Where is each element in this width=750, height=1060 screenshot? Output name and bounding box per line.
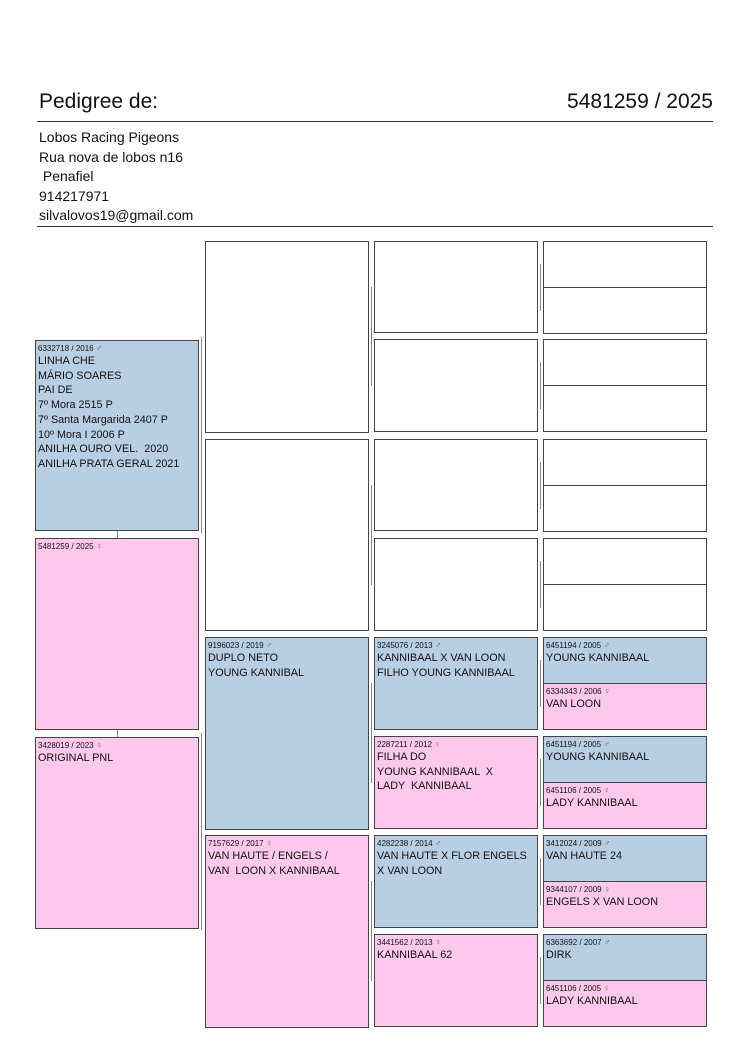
bird-card-dam-dam [205, 835, 369, 1028]
bird-info-line: PAI DE [38, 384, 73, 397]
connector [371, 485, 372, 585]
bird-info-line: ENGELS X VAN LOON [546, 896, 659, 908]
ring-number-text: 3441562 / 2013 [377, 938, 433, 947]
bird-info-line: VAN LOON X KANNIBAAL [208, 864, 340, 877]
female-symbol-icon: ♀ [95, 740, 103, 750]
bird-info-line: ANILHA OURO VEL. 2020 [38, 443, 169, 456]
connector [371, 683, 372, 783]
male-symbol-icon: ♂ [95, 343, 103, 353]
empty-card-col4-1 [543, 241, 707, 288]
ring-number-text: 5481259 / 2025 [38, 542, 94, 551]
owner-address: Rua nova de lobos n16 [39, 148, 183, 165]
male-symbol-icon: ♂ [603, 838, 611, 848]
header-divider [37, 121, 713, 122]
bird-info-line: VAN HAUTE / ENGELS / [208, 850, 328, 862]
empty-card-col4-7 [543, 538, 707, 585]
bird-info-line: YOUNG KANNIBAL [208, 666, 304, 679]
bird-card-gg-5 [543, 835, 707, 882]
connector [201, 733, 202, 930]
bird-info-line: DIRK [546, 949, 572, 961]
connector [117, 730, 118, 737]
bird-card-dam-sire-sire [374, 637, 538, 730]
bird-info-line: FILHA DO [377, 751, 427, 763]
bird-card-dam-sire [205, 637, 369, 830]
ring-number [208, 640, 366, 651]
ring-number-text: 4282238 / 2014 [377, 839, 433, 848]
empty-card-col4-8 [543, 584, 707, 631]
ring-number [546, 983, 704, 994]
connector [540, 264, 541, 311]
bird-info-line: 7º Santa Margarida 2407 P [38, 413, 168, 426]
bird-info-line: YOUNG KANNIBAAL [546, 652, 650, 664]
connector [540, 759, 541, 806]
owner-info [39, 128, 193, 226]
bird-info-line: YOUNG KANNIBAAL X [377, 765, 493, 778]
female-symbol-icon: ♀ [603, 884, 611, 894]
empty-card-col4-6 [543, 485, 707, 532]
bird-info-line: KANNIBAAL 62 [377, 949, 453, 961]
ring-number-text: 2287211 / 2012 [377, 740, 433, 749]
connector [117, 531, 118, 538]
female-symbol-icon: ♀ [603, 785, 610, 795]
bird-card-gg-2 [543, 683, 707, 730]
bird-info-line: LINHA CHE [38, 355, 95, 367]
ring-number-text: 9344107 / 2009 [546, 885, 602, 894]
owner-name: Lobos Racing Pigeons [39, 129, 180, 145]
bird-info-line: KANNIBAAL X VAN LOON [377, 652, 506, 664]
empty-card-sire-dam [205, 439, 369, 631]
ring-number [38, 541, 196, 552]
female-symbol-icon: ♀ [95, 541, 103, 551]
ring-number-text: 3428019 / 2023 [38, 741, 94, 750]
owner-email: silvalovos19@gmail.com [39, 207, 194, 223]
owner-phone: 914217971 [39, 187, 110, 204]
male-symbol-icon: ♂ [603, 937, 611, 947]
ring-number [546, 785, 704, 796]
ring-number-text: 6332718 / 2016 [38, 344, 94, 353]
bird-info-line: X VAN LOON [377, 864, 443, 877]
ring-number-text: 3245076 / 2013 [377, 641, 433, 650]
bird-card-dam-sire-dam [374, 736, 538, 829]
bird-info-line: LADY KANNIBAAL [377, 780, 472, 793]
empty-card-sire-sire [205, 241, 369, 433]
ring-number [377, 937, 535, 948]
bird-info-line: 7º Mora 2515 P [38, 399, 113, 412]
empty-card-col3-2 [374, 339, 538, 432]
male-symbol-icon: ♂ [603, 739, 610, 749]
ring-number [38, 343, 196, 354]
bird-card-gg-3 [543, 736, 707, 783]
male-symbol-icon: ♂ [434, 838, 442, 848]
ring-number [546, 838, 704, 849]
connector [540, 957, 541, 1004]
bird-info-line: ANILHA PRATA GERAL 2021 [38, 457, 180, 470]
female-symbol-icon: ♀ [434, 937, 442, 947]
connector [201, 337, 202, 533]
bird-info-line: FILHO YOUNG KANNIBAAL [377, 666, 515, 679]
empty-card-col4-5 [543, 439, 707, 486]
male-symbol-icon: ♂ [265, 640, 273, 650]
empty-card-col3-3 [374, 439, 538, 531]
empty-card-col3-1 [374, 241, 538, 333]
female-symbol-icon: ♀ [265, 838, 273, 848]
bird-info-line: LADY KANNIBAAL [546, 995, 638, 1007]
page-title: Pedigree de: [39, 90, 159, 113]
bird-info-line: YOUNG KANNIBAAL [546, 751, 650, 763]
owner-divider [37, 226, 713, 227]
bird-info-line: VAN HAUTE 24 [546, 850, 622, 862]
connector [540, 660, 541, 707]
ring-number [377, 640, 535, 651]
ring-number [546, 739, 704, 750]
bird-info-line: LADY KANNIBAAL [546, 797, 638, 809]
ring-number [546, 937, 704, 948]
ring-number-text: 7157629 / 2017 [208, 839, 264, 848]
bird-info-line: MÁRIO SOARES [38, 369, 122, 382]
bird-info-line: DUPLO NETO [208, 652, 278, 664]
ring-number-text: 6451106 / 2005 [546, 786, 602, 795]
ring-number-text: 6451194 / 2005 [546, 641, 602, 650]
male-symbol-icon: ♂ [434, 640, 442, 650]
male-symbol-icon: ♂ [603, 640, 610, 650]
bird-info-line: ORIGINAL PNL [38, 752, 114, 764]
bird-card-dam-dam-sire [374, 835, 538, 928]
female-symbol-icon: ♀ [603, 686, 611, 696]
empty-card-col4-2 [543, 287, 707, 334]
ring-number-text: 6334343 / 2006 [546, 687, 602, 696]
bird-card-gg-1 [543, 637, 707, 684]
empty-card-col3-4 [374, 538, 538, 631]
ring-number-text: 6451194 / 2005 [546, 740, 602, 749]
ring-number [546, 686, 704, 697]
ring-number [546, 640, 704, 651]
ring-number [208, 838, 366, 849]
female-symbol-icon: ♀ [434, 739, 441, 749]
bird-info-line: VAN LOON [546, 698, 601, 710]
bird-card-dam [35, 737, 199, 929]
connector [371, 881, 372, 981]
bird-card-gg-4 [543, 782, 707, 829]
ring-number-text: 9196023 / 2019 [208, 641, 264, 650]
owner-city: Penafiel [39, 168, 94, 184]
ring-number [377, 838, 535, 849]
bird-info-line: 10º Mora I 2006 P [38, 428, 125, 441]
ring-number [38, 740, 196, 751]
connector [540, 561, 541, 608]
connector [540, 462, 541, 509]
subject-ring-number: 5481259 / 2025 [567, 90, 713, 113]
ring-number [377, 739, 535, 750]
female-symbol-icon: ♀ [603, 983, 610, 993]
empty-card-col4-3 [543, 339, 707, 386]
bird-card-gg-7 [543, 934, 707, 981]
connector [540, 362, 541, 409]
bird-card-gg-6 [543, 881, 707, 928]
bird-card-sire [35, 340, 199, 531]
ring-number-text: 6451106 / 2005 [546, 984, 602, 993]
bird-card-subject [35, 538, 199, 730]
bird-info-line: VAN HAUTE X FLOR ENGELS [377, 850, 527, 862]
connector [371, 287, 372, 386]
connector [540, 858, 541, 905]
ring-number [546, 884, 704, 895]
ring-number-text: 6363692 / 2007 [546, 938, 602, 947]
ring-number-text: 3412024 / 2009 [546, 839, 602, 848]
empty-card-col4-4 [543, 385, 707, 432]
bird-card-gg-8 [543, 980, 707, 1027]
bird-card-dam-dam-dam [374, 934, 538, 1027]
